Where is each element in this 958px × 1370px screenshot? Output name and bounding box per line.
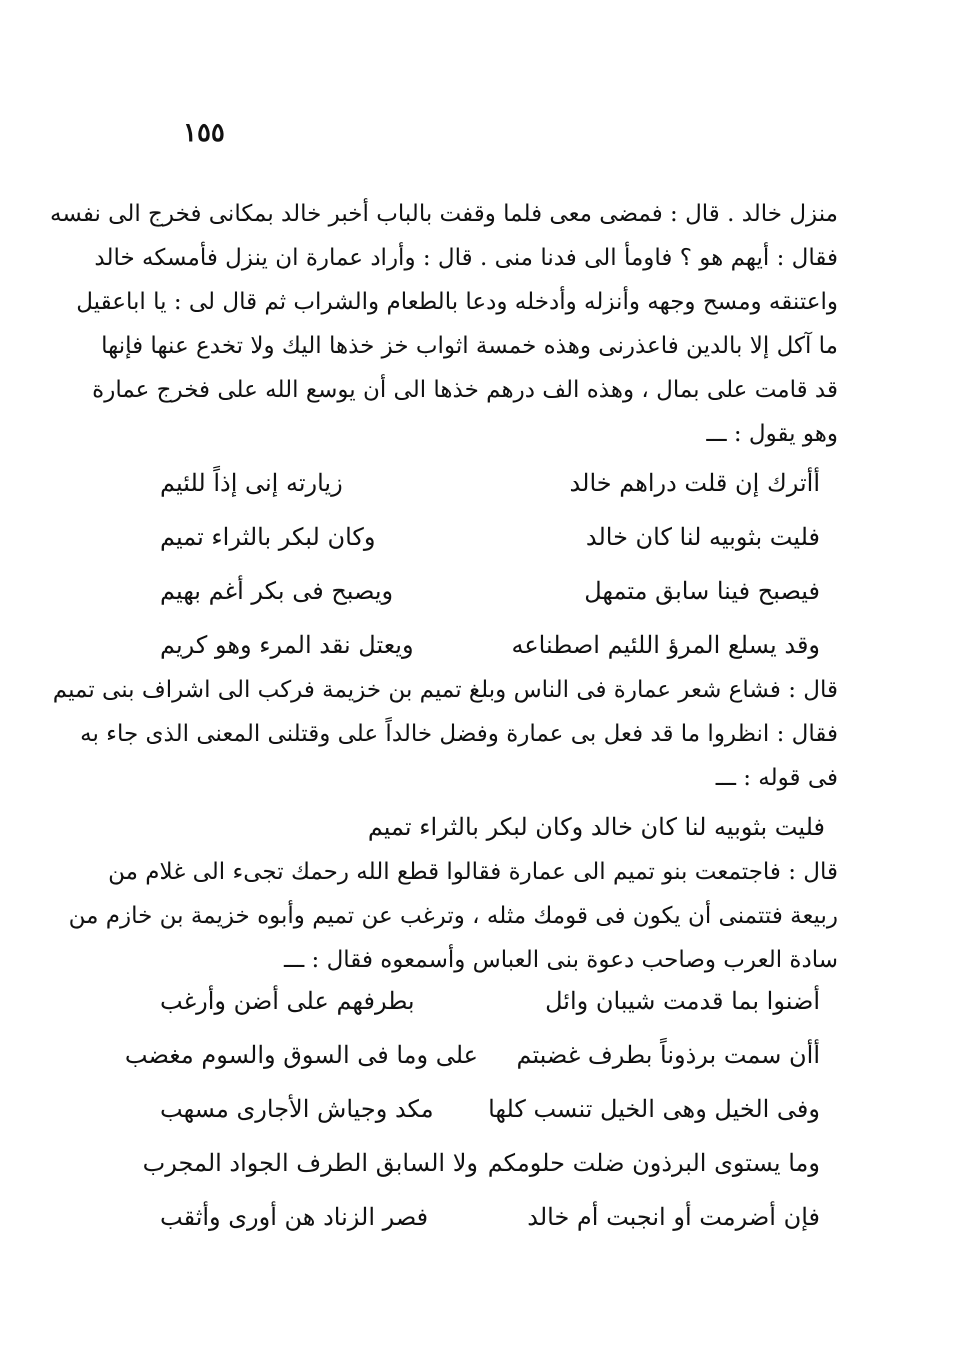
verse-line [160,974,820,1028]
prose-line: منزل خالد . قال : فمضى معى فلما وقفت بالباب أخبر خالد بمكانى فخرج الى نفسه [49,201,838,227]
hemistich-second: ويعتل نقد المرء وهو كريم [160,631,414,659]
verse-line [124,1028,820,1082]
verse-line [160,510,820,564]
page-number: ١٥٥ [183,118,225,148]
hemistich-first: أأن سمت برذوناً بطرف غضبتم [516,1041,820,1069]
paragraph-1 [49,192,838,456]
single-verse: فليت بثوبيه لنا كان خالد وكان لبكر بالثراء تميم [367,813,825,841]
verse-line [160,564,820,618]
poem-2 [124,974,820,1244]
verse-line [160,1082,820,1136]
prose-line: قد قامت على بمال ، وهذه الف درهم خذها الى أن يوسع الله على فخرج عمارة [92,377,838,403]
prose-line: واعتنقه ومسح وجهه وأنزله وأدخله ودعا بالطعام والشراب ثم قال لى : يا اباعقيل [76,289,838,315]
prose-line: وهو يقول : ـــ [706,421,838,447]
hemistich-second: على وما فى السوق والسوم مغضب [124,1041,478,1069]
prose-line: ما آكل إلا بالدين فاعذرنى وهذه خمسة اثواب خز خذها اليك ولا تخدع عنها فإنها [101,333,838,359]
hemistich-second: مكد وجياش الأجارى مسهب [160,1095,434,1123]
hemistich-second: ولا السابق الطرف الجواد المجرب [142,1149,478,1177]
prose-line: ربيعة فتتمنى أن يكون فى قومك مثله ، وترغب عن تميم وأبوه خزيمة بن خازم من [68,903,838,929]
hemistich-second: بطرفهم على أضن وأرغب [160,987,415,1015]
hemistich-second: زيارته إنى إذاً للئيم [160,469,343,497]
hemistich-second: فصر الزناد هن أورى وأثقب [160,1203,429,1231]
hemistich-first: فليت بثوبيه لنا كان خالد [585,523,820,551]
hemistich-first: فيصبح فينا سابق متمهل [584,577,820,605]
hemistich-second: وكان لبكر بالثراء تميم [160,523,376,551]
prose-line: فى قوله : ـــ [715,765,838,791]
verse-line [160,1190,820,1244]
hemistich-second: ويصبح فى بكر أغم بهيم [160,577,394,605]
poem-1 [160,456,820,672]
prose-line: فقال : أيهم هو ؟ فاومأ الى فدنا منى . قال : وأراد عمارة ان ينزل فأمسكه خالد [94,245,838,271]
verse-line [160,456,820,510]
verse-line [142,1136,820,1190]
hemistich-first: وفى الخيل وهى الخيل تنسب كلها [488,1095,820,1123]
prose-line: قال : فاجتمعت بنو تميم الى عمارة فقالوا قطع الله رحمك تجىء الى غلام من [108,859,838,885]
verse-line [160,618,820,672]
prose-line: سادة العرب وصاحب دعوة بنى العباس وأسمعوه فقال : ـــ [284,947,838,973]
hemistich-first: وقد يسلع المرؤ اللئيم اصطناعه [511,631,820,659]
prose-line: قال : فشاع شعر عمارة فى الناس وبلغ تميم بن خزيمة فركب الى اشراف بنى تميم [52,677,838,703]
hemistich-first: أضنوا بما قدمت شيبان وائل [545,987,820,1015]
prose-line: فقال : انظروا ما قد فعل بى عمارة وفضل خالداً على وقتلنى المعنى الذى جاء به [80,721,838,747]
paragraph-3 [68,850,838,982]
hemistich-first: أأترك إن قلت دراهم خالد [569,469,820,497]
paragraph-2 [52,668,838,800]
hemistich-first: وما يستوى البرذون ضلت حلومكم [487,1149,820,1177]
hemistich-first: فإن أضرمت أو انجبت أم خالد [527,1203,820,1231]
